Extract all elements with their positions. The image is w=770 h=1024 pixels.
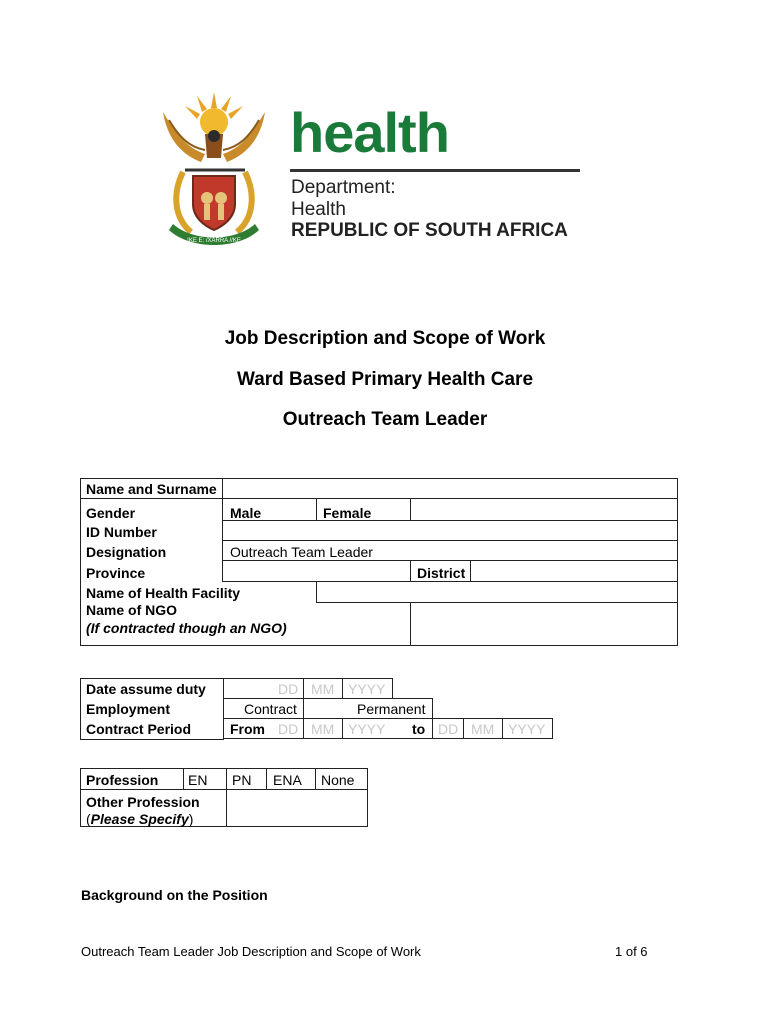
- brand-health-wordmark: health: [290, 101, 449, 164]
- other-profession-label: Other Profession: [86, 794, 200, 810]
- doc-position-title: Outreach Team Leader: [282, 409, 488, 430]
- duty-day-placeholder: DD: [278, 681, 299, 697]
- contract-period-label: Contract Period: [86, 721, 192, 737]
- brand-health-line: Health: [291, 199, 346, 220]
- from-year-placeholder: YYYY: [348, 721, 386, 737]
- date-assume-duty-label: Date assume duty: [86, 681, 206, 697]
- duty-year-placeholder: YYYY: [348, 681, 386, 697]
- doc-subtitle: Ward Based Primary Health Care: [236, 369, 534, 390]
- permanent-label: Permanent: [357, 701, 426, 717]
- male-label: Male: [230, 505, 262, 521]
- duty-month-placeholder: MM: [311, 681, 335, 697]
- ngo-label: Name of NGO: [86, 602, 178, 618]
- doc-title: Job Description and Scope of Work: [224, 328, 546, 349]
- to-label: to: [412, 721, 426, 737]
- section-heading-background: Background on the Position: [81, 887, 268, 903]
- footer-doc-title: Outreach Team Leader Job Description and Scope of Work: [81, 944, 421, 959]
- designation-label: Designation: [86, 544, 167, 560]
- from-day-placeholder: DD: [278, 721, 299, 737]
- gender-label: Gender: [86, 505, 136, 521]
- health-facility-label: Name of Health Facility: [86, 585, 241, 601]
- province-label: Province: [86, 565, 146, 581]
- profession-ena-label: ENA: [273, 772, 302, 788]
- svg-text:!KE E: /XARRA //KE: !KE E: /XARRA //KE: [187, 238, 241, 244]
- other-profession-input[interactable]: [226, 789, 368, 827]
- name-label: Name and Surname: [86, 481, 217, 497]
- profession-en-label: EN: [188, 772, 208, 788]
- to-year-placeholder: YYYY: [508, 721, 546, 737]
- coat-of-arms-logo: [155, 92, 273, 252]
- name-input[interactable]: [222, 478, 678, 499]
- designation-value: Outreach Team Leader: [230, 544, 373, 560]
- district-input[interactable]: [470, 560, 678, 582]
- footer-page-number: 1 of 6: [615, 944, 648, 959]
- female-label: Female: [323, 505, 372, 521]
- to-day-placeholder: DD: [438, 721, 459, 737]
- other-profession-note: (Please Specify): [86, 811, 194, 827]
- health-facility-input[interactable]: [316, 581, 678, 603]
- profession-pn-label: PN: [232, 772, 252, 788]
- id-number-input[interactable]: [222, 520, 678, 541]
- brand-divider: [290, 169, 580, 172]
- province-input[interactable]: [222, 560, 411, 582]
- ngo-note: (If contracted though an NGO): [86, 620, 287, 636]
- to-month-placeholder: MM: [471, 721, 495, 737]
- profession-label: Profession: [86, 772, 159, 788]
- from-month-placeholder: MM: [311, 721, 335, 737]
- district-label: District: [417, 565, 466, 581]
- profession-none-label: None: [321, 772, 355, 788]
- from-label: From: [230, 721, 265, 737]
- brand-department-line: Department:: [291, 177, 396, 198]
- contract-label: Contract: [244, 701, 297, 717]
- ngo-input[interactable]: [410, 602, 678, 646]
- id-number-label: ID Number: [86, 524, 157, 540]
- employment-label: Employment: [86, 701, 171, 717]
- brand-country-line: REPUBLIC OF SOUTH AFRICA: [291, 220, 568, 241]
